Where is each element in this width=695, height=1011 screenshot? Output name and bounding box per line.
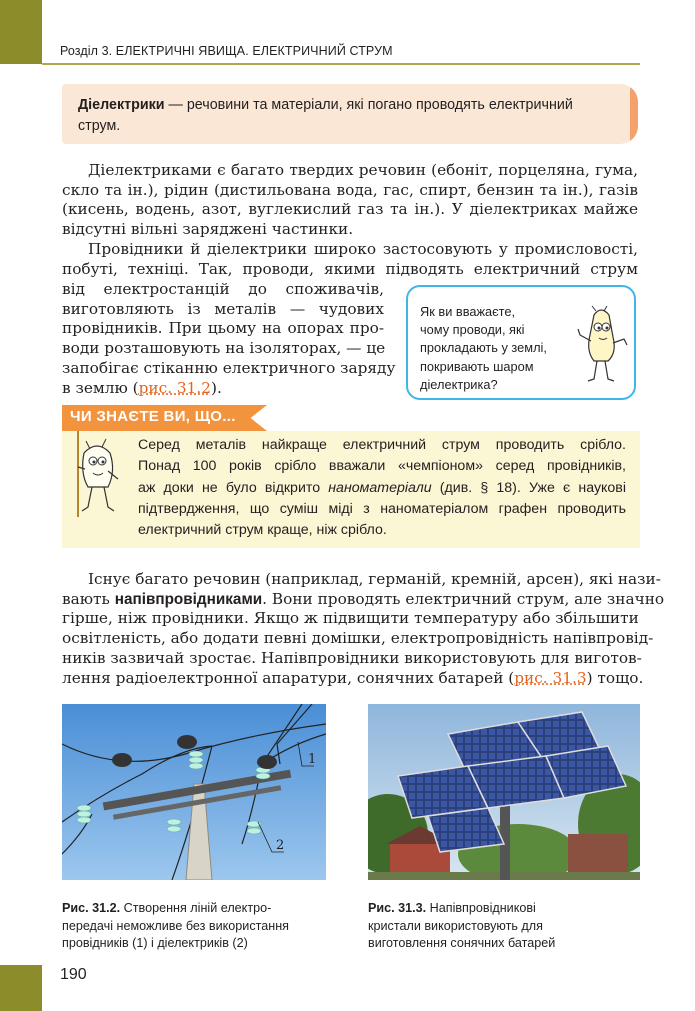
nanomaterials-term: наноматеріали: [328, 479, 432, 496]
text-line: Діелектриками є багато твердих речовин (ебоніт, порцеляна, гума,: [88, 161, 638, 179]
question-line: діелектрика?: [420, 376, 498, 392]
text-line: Серед металів найкраще електричний струм проводить срібло.: [138, 437, 626, 453]
text-line: [138, 478, 626, 499]
paragraph-applications: [62, 240, 638, 279]
header-divider: [42, 63, 640, 65]
text-line: виготовляють із металів — чудових: [62, 299, 384, 318]
text-line: [62, 668, 644, 689]
text-line: побуті, техніці. Так, проводи, якими підводять електричний струм: [62, 259, 638, 278]
page-tab: [0, 965, 42, 1011]
power-line-photo: [62, 704, 326, 880]
text-line: (кисень, водень, азот, вуглекислий газ та ін.). У діелектриках майже: [62, 200, 638, 219]
text-fragment: ).: [210, 378, 222, 397]
definition-accent: [630, 84, 638, 144]
definition-line1: — речовини та матеріали, які погано проводять електричний: [164, 97, 573, 113]
caption-line: передачі неможливе без використання: [62, 918, 289, 933]
caption-line: кристали використовують для: [368, 918, 543, 933]
text-line: відсутні вільні заряджені частинки.: [62, 220, 354, 239]
definition-box: [62, 84, 638, 144]
text-line: [62, 589, 665, 610]
caption-line: Напівпровідникові: [426, 901, 536, 915]
text-fragment: . Вони проводять електричний струм, але значно: [262, 589, 665, 608]
text-line: [62, 379, 384, 399]
definition-line2: струм.: [78, 118, 121, 134]
caption-number: Рис. 31.3.: [368, 901, 427, 915]
solar-panels-photo: [368, 704, 640, 880]
character-holding-flag-icon: [64, 431, 126, 519]
paragraph-applications-narrow: [62, 280, 396, 398]
did-you-know-text: [138, 435, 626, 541]
text-line: Існує багато речовин (наприклад, германій, кремній, арсен), які нази-: [88, 570, 661, 588]
text-line: води розташовують на ізоляторах, — це: [62, 339, 386, 358]
solar-panels-illustration: [368, 704, 640, 880]
caption-line: провідників (1) і діелектриків (2): [62, 936, 248, 950]
text-line: провідників. При цьому на опорах про-: [62, 319, 384, 338]
thinking-character-icon: [572, 305, 630, 385]
semiconductors-term: напівпровідниками: [114, 590, 263, 608]
figure-31-3-caption: [368, 900, 628, 953]
figure-31-2-caption: [62, 900, 342, 953]
label-2: 2: [276, 838, 285, 853]
text-line: скло та ін.), рідин (дистильована вода, гас, спирт, бензин та ін.), газів: [62, 180, 638, 199]
question-line: Як ви вважаєте,: [420, 304, 516, 319]
question-line: прокладають у землі,: [420, 340, 547, 356]
question-line: чому проводи, які: [420, 322, 525, 338]
paragraph-semiconductors: [62, 570, 665, 688]
text-line: від електростанцій до споживачів,: [62, 280, 384, 298]
text-fragment: в землю (: [62, 378, 139, 397]
caption-line: виготовлення сонячних батарей: [368, 936, 556, 950]
text-line: гірше, ніж провідники. Якщо ж підвищити температуру або збільшити: [62, 609, 639, 628]
question-line: покривають шаром: [420, 358, 534, 374]
text-line: освітленість, або додати певні домішки, електропровідність напівпровід-: [62, 629, 654, 648]
label-1: 1: [308, 752, 317, 767]
caption-number: Рис. 31.2.: [62, 901, 121, 915]
text-fragment: аж доки не було відкрито: [138, 479, 329, 496]
text-fragment: лення радіоелектронної апаратури, сонячних батарей (: [62, 668, 515, 687]
paragraph-dielectrics: [62, 161, 638, 240]
chapter-tab: [0, 0, 42, 64]
text-line: запобігає стіканню електричного заряду: [62, 358, 396, 377]
question-text: [420, 303, 570, 394]
text-line: підтвердження, що суміш міді з наноматеріалом графен проводить: [138, 500, 626, 517]
text-fragment: (див. § 18). Уже є наукові: [431, 479, 626, 496]
figure-link-31-2[interactable]: рис. 31.2: [138, 378, 211, 397]
power-line-illustration: [62, 704, 326, 880]
definition-text: [78, 95, 626, 137]
text-line: електричний струм краще, ніж срібло.: [138, 522, 387, 539]
did-you-know-box: [62, 405, 640, 548]
question-box: [406, 285, 636, 400]
text-line: ників зазвичай зростає. Напівпровідники використовують для виготов-: [62, 648, 642, 667]
text-fragment: вають: [62, 589, 115, 608]
running-header: Розділ 3. ЕЛЕКТРИЧНІ ЯВИЩА. ЕЛЕКТРИЧНИЙ СТРУМ: [60, 44, 393, 58]
text-fragment: ) тощо.: [586, 668, 644, 687]
did-you-know-title: ЧИ ЗНАЄТЕ ВИ, ЩО...: [70, 408, 236, 425]
text-line: Провідники й діелектрики широко застосовують у промисловості,: [88, 240, 638, 258]
page-number: 190: [60, 966, 87, 983]
figure-link-31-3[interactable]: рис. 31.3: [514, 668, 587, 687]
caption-line: Створення ліній електро-: [120, 901, 272, 915]
definition-term: Діелектрики: [78, 97, 165, 113]
text-line: Понад 100 років срібло вважали «чемпіоном» серед провідників,: [138, 458, 626, 475]
